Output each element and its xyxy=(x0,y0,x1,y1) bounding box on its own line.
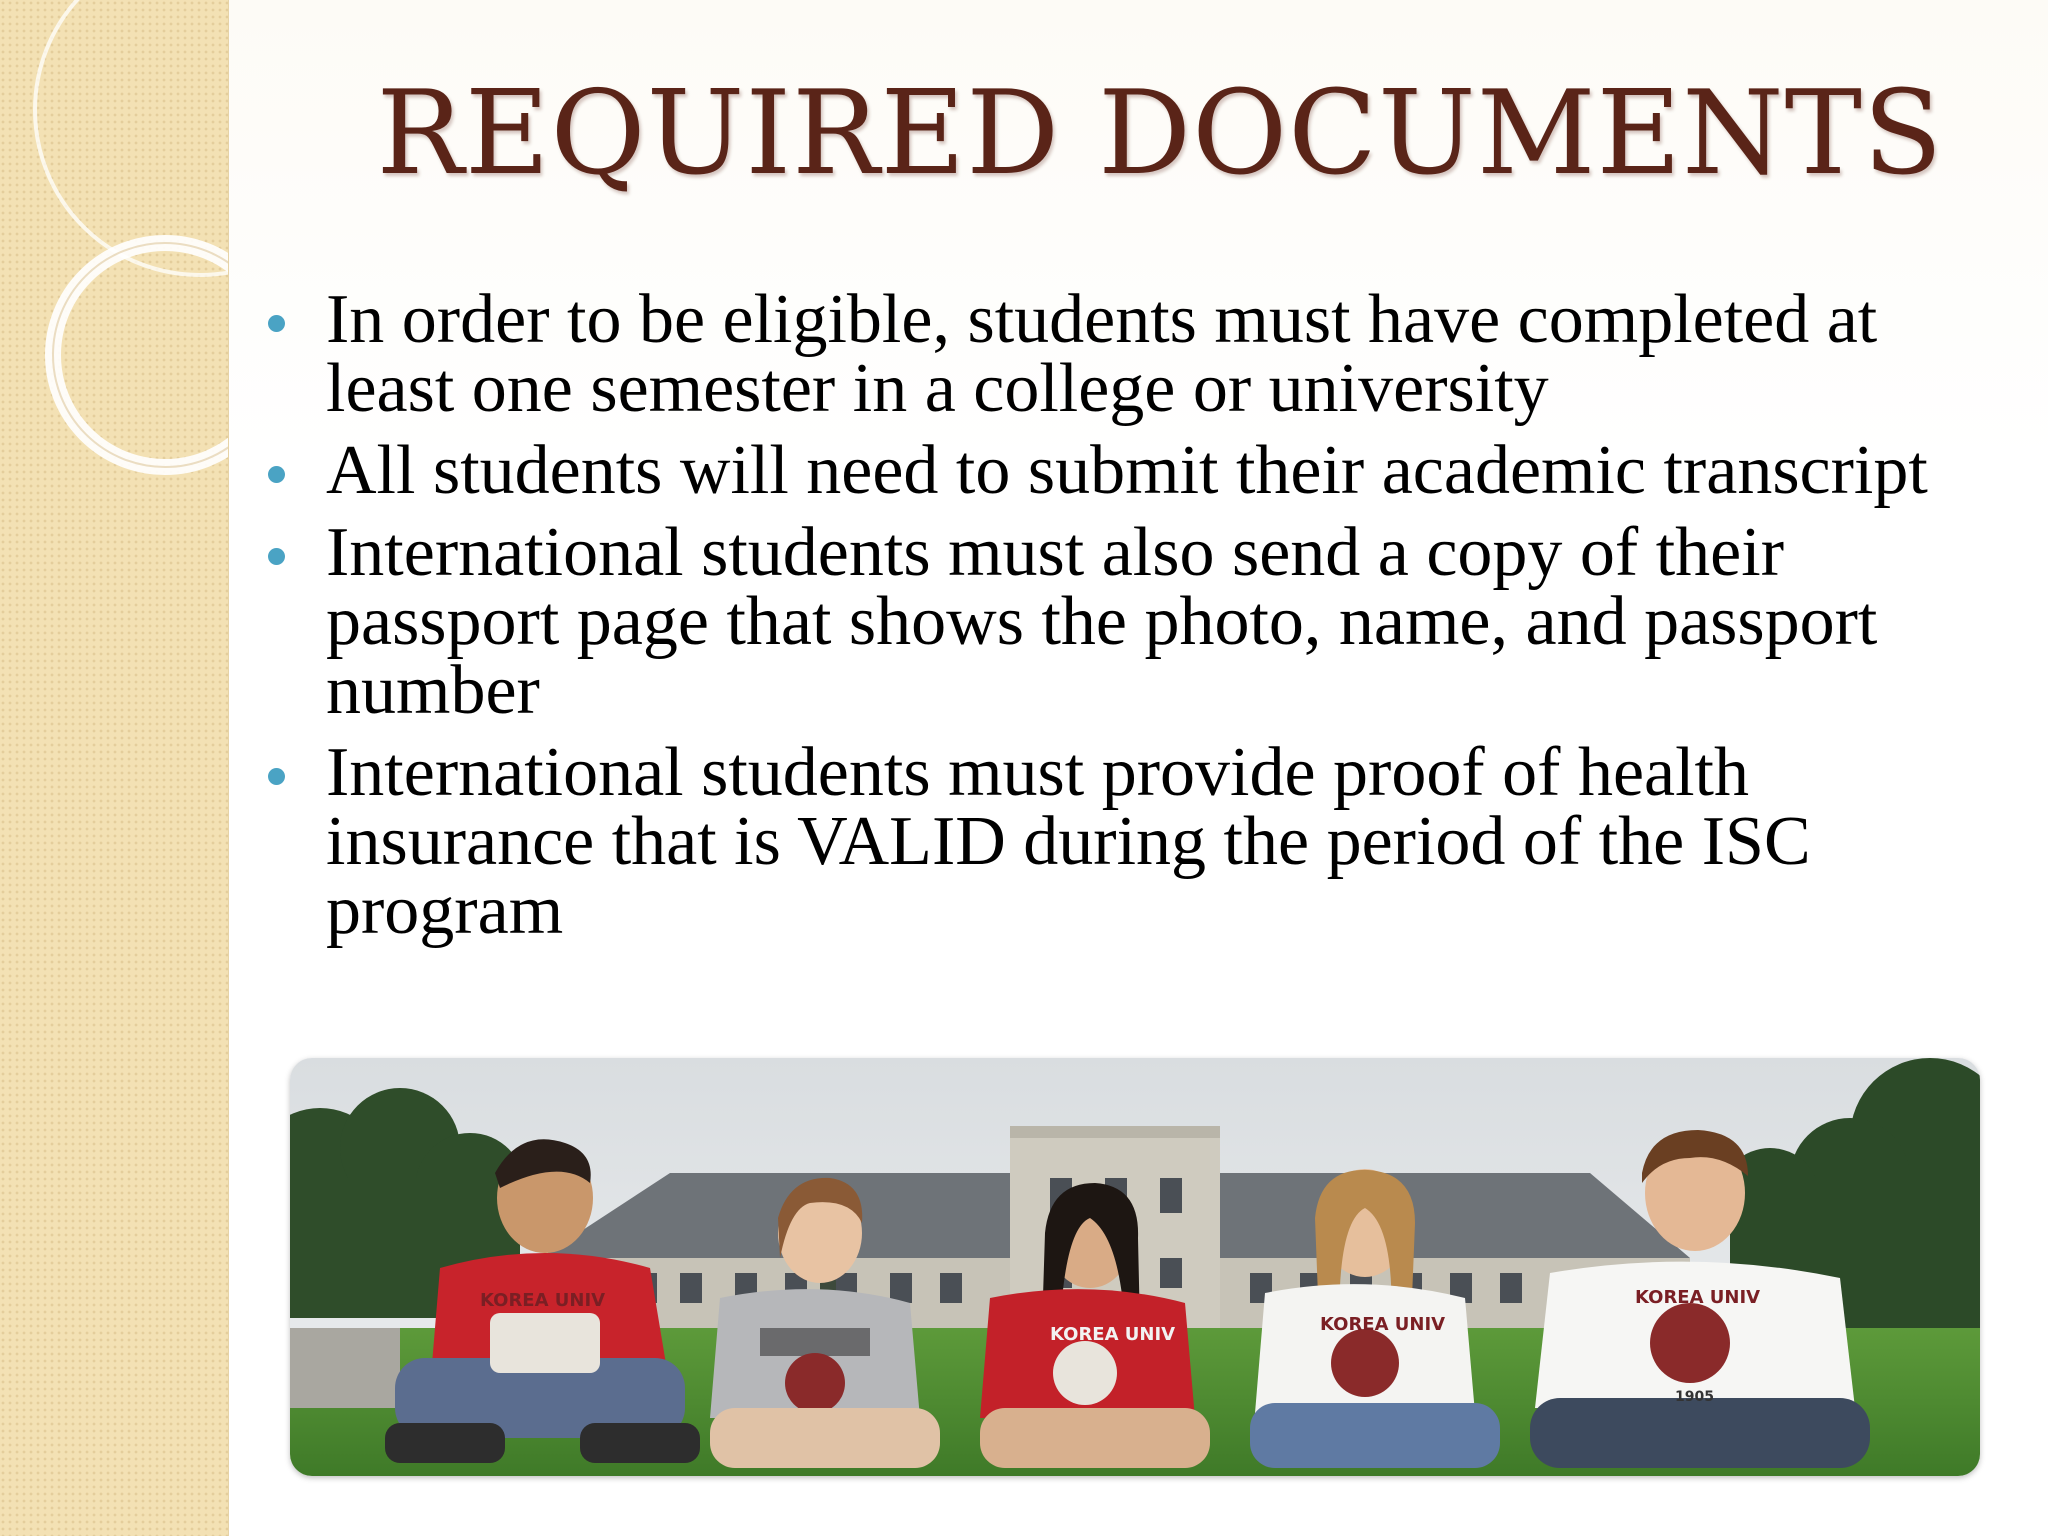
bullet-dot-icon xyxy=(268,466,285,483)
shirt-text: KOREA UNIV xyxy=(1050,1324,1176,1345)
bullet-list xyxy=(262,281,2012,958)
bullet-item xyxy=(262,432,2012,509)
decorative-rings xyxy=(0,0,228,520)
shirt-text: KOREA UNIV xyxy=(480,1290,606,1311)
bullet-text: International students must also send a copy of their passport page that shows the photo, name, and passport number xyxy=(326,514,1878,729)
bullet-item xyxy=(262,734,2012,949)
shirt-text: KOREA UNIV xyxy=(1320,1314,1446,1335)
bullet-text: All students will need to submit their academic transcript xyxy=(326,432,1928,509)
bullet-item xyxy=(262,281,2012,427)
students-campus-illustration xyxy=(290,1058,1980,1476)
shirt-text: KOREA UNIV xyxy=(1635,1287,1761,1308)
students-photo xyxy=(290,1058,1980,1476)
shirt-year-text: 1905 xyxy=(1675,1389,1714,1405)
bullet-dot-icon xyxy=(268,548,285,565)
slide-title: REQUIRED DOCUMENTS xyxy=(376,66,1944,201)
bullet-dot-icon xyxy=(268,768,285,785)
bullet-item xyxy=(262,514,2012,729)
decorative-side-band xyxy=(0,0,229,1536)
bullet-text: In order to be eligible, students must have completed at least one semester in a college or university xyxy=(326,281,1878,427)
bullet-text: International students must provide proof of health insurance that is VALID during the period of the ISC program xyxy=(326,734,1811,949)
bullet-dot-icon xyxy=(268,315,285,332)
